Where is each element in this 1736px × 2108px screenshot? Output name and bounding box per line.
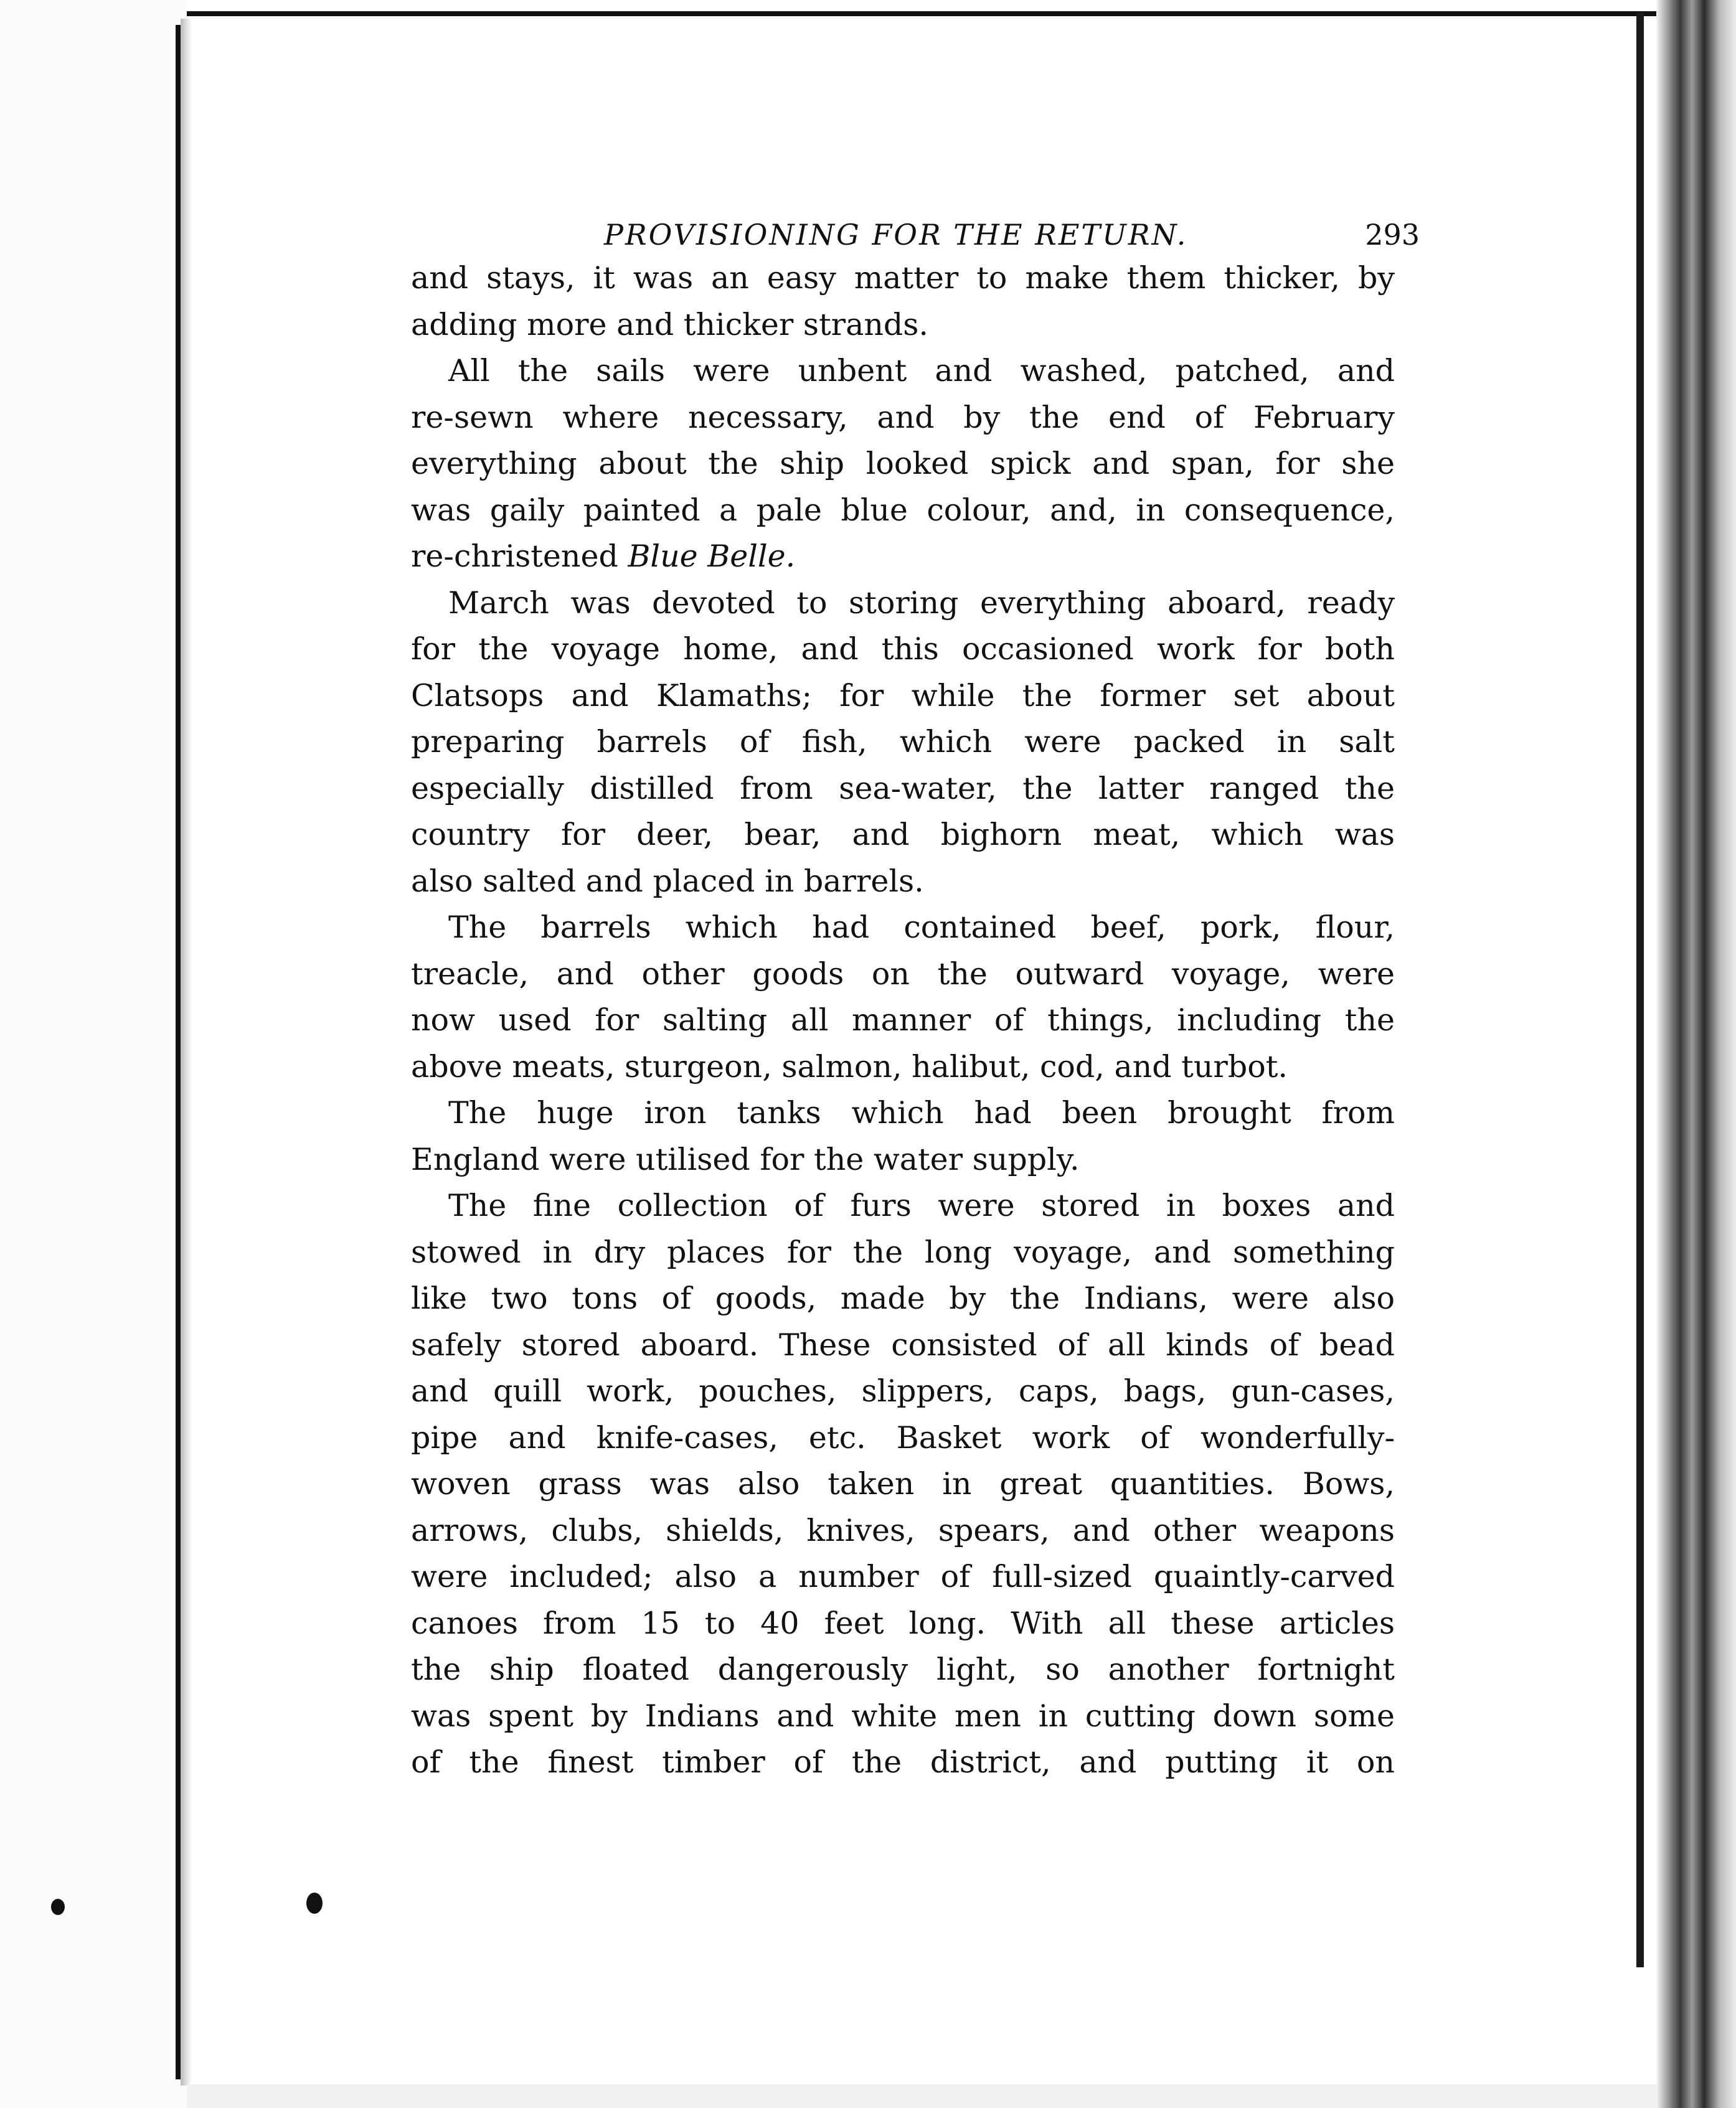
paragraph — [411, 1554, 1395, 1601]
paragraph — [411, 1508, 1395, 1555]
adjacent-page-margin — [0, 0, 187, 2108]
text-line: England were utilised for the water supply. — [411, 1141, 1080, 1177]
text-line: country for deer, bear, and bighorn meat, which was — [411, 817, 1395, 852]
book-page — [411, 205, 1420, 1786]
text-line: All the sails were unbent and washed, patched, and — [448, 353, 1395, 388]
text-line: safely stored aboard. These consisted of all kinds of bead — [411, 1327, 1395, 1363]
text-line: like two tons of goods, made by the Indians, were also — [411, 1281, 1395, 1316]
text-line: March was devoted to storing everything aboard, ready — [448, 585, 1395, 621]
text-line: also salted and placed in barrels. — [411, 863, 924, 899]
text-line: was spent by Indians and white men in cutting down some — [411, 1698, 1395, 1734]
text-line: adding more and thicker strands. — [411, 306, 928, 342]
text-line: the ship floated dangerously light, so another fortnight — [411, 1652, 1395, 1687]
text-line: especially distilled from sea-water, the latter ranged the — [411, 770, 1395, 806]
text-line: now used for salting all manner of things, including the — [411, 1002, 1395, 1038]
book-fore-edge — [1656, 0, 1736, 2108]
paragraph — [411, 580, 1395, 627]
paragraph — [411, 1090, 1395, 1137]
paragraph — [411, 1693, 1395, 1740]
bottom-margin-shade — [187, 2084, 1656, 2108]
text-line-prefix: re-christened — [411, 539, 628, 574]
paragraph — [411, 487, 1395, 534]
running-title: PROVISIONING FOR THE RETURN. — [604, 218, 1188, 252]
text-line: above meats, sturgeon, salmon, halibut, cod, and turbot. — [411, 1048, 1288, 1085]
text-line: stowed in dry places for the long voyage, and something — [411, 1234, 1395, 1270]
paragraph — [411, 441, 1395, 487]
paragraph — [411, 302, 1395, 349]
ship-name: Blue Belle. — [628, 539, 796, 574]
paragraph — [411, 395, 1395, 441]
paragraph — [411, 905, 1395, 951]
text-line: treacle, and other goods on the outward voyage, were — [411, 956, 1395, 992]
paragraph — [411, 859, 1395, 905]
left-page-edge — [176, 25, 181, 2079]
paragraph — [411, 673, 1395, 720]
paragraph — [411, 812, 1395, 859]
paragraph — [411, 1461, 1395, 1508]
paragraph — [411, 534, 1395, 580]
gutter-shadow — [181, 19, 192, 2086]
text-line: The fine collection of furs were stored in boxes and — [448, 1188, 1395, 1223]
paragraph — [411, 1183, 1395, 1230]
ink-speck — [51, 1899, 65, 1915]
text-line: re-sewn where necessary, and by the end of February — [411, 399, 1395, 435]
text-line: woven grass was also taken in great quantities. Bows, — [411, 1466, 1395, 1502]
paragraph — [411, 1276, 1395, 1322]
paragraph — [411, 1230, 1395, 1276]
text-line: and stays, it was an easy matter to make them thicker, by — [411, 260, 1395, 296]
paragraph — [411, 997, 1395, 1044]
text-line: were included; also a number of full-sized quaintly-carved — [411, 1559, 1395, 1594]
text-line: and quill work, pouches, slippers, caps, bags, gun-cases, — [411, 1373, 1395, 1409]
text-line: The barrels which had contained beef, pork, flour, — [448, 910, 1395, 945]
paragraph — [411, 1647, 1395, 1693]
right-page-edge — [1636, 12, 1644, 1967]
paragraph — [411, 626, 1395, 673]
top-page-edge — [187, 11, 1669, 16]
paragraph — [411, 1415, 1395, 1462]
paragraph — [411, 951, 1395, 998]
paragraph — [411, 719, 1395, 766]
paragraph — [411, 1739, 1395, 1786]
page-number: 293 — [1365, 218, 1420, 252]
text-line: canoes from 15 to 40 feet long. With all these articles — [411, 1605, 1395, 1641]
text-line: Clatsops and Klamaths; for while the former set about — [411, 677, 1395, 713]
text-line: of the finest timber of the district, and putting it on — [411, 1744, 1395, 1780]
text-line: was gaily painted a pale blue colour, and, in consequence, — [411, 492, 1395, 528]
paragraph — [411, 255, 1395, 302]
running-head — [411, 205, 1420, 255]
paragraph — [411, 1044, 1395, 1091]
ink-speck — [306, 1893, 323, 1914]
paragraph — [411, 1601, 1395, 1647]
text-line: arrows, clubs, shields, knives, spears, and other weapons — [411, 1512, 1395, 1548]
text-line: pipe and knife-cases, etc. Basket work of wonderfully- — [411, 1419, 1395, 1456]
paragraph — [411, 1322, 1395, 1369]
text-line: preparing barrels of fish, which were packed in salt — [411, 724, 1395, 760]
text-line: for the voyage home, and this occasioned work for both — [411, 631, 1395, 667]
paragraph — [411, 766, 1395, 812]
paragraph — [411, 348, 1395, 395]
text-line: The huge iron tanks which had been brought from — [448, 1095, 1395, 1131]
paragraph — [411, 1137, 1395, 1183]
paragraph — [411, 1368, 1395, 1415]
body-text — [411, 255, 1395, 1786]
text-line: everything about the ship looked spick and span, for she — [411, 446, 1395, 481]
